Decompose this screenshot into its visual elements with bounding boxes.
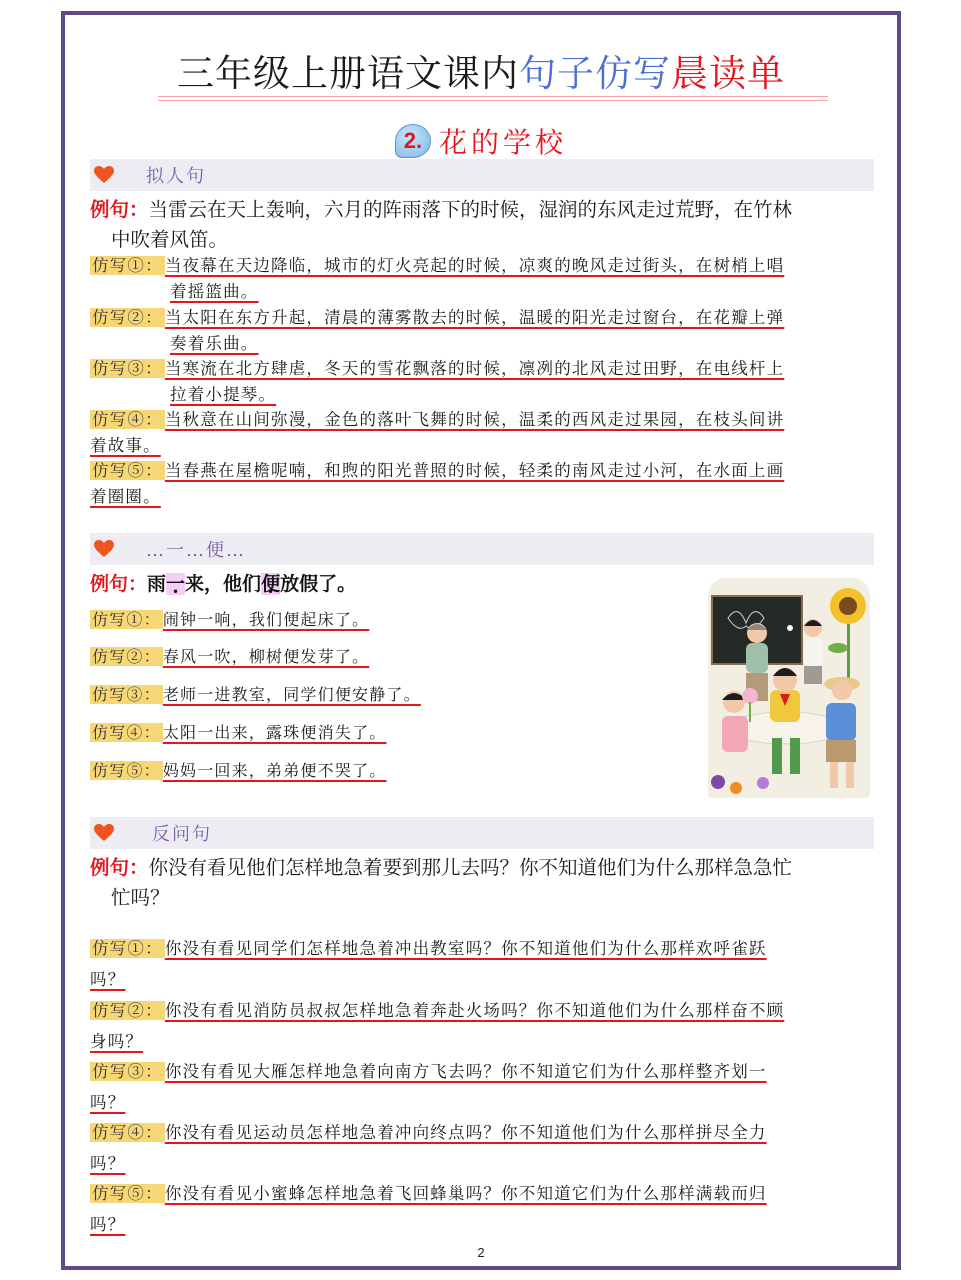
page-title bbox=[65, 43, 897, 97]
section-label: 反问句 bbox=[152, 824, 212, 845]
imitation-item bbox=[90, 682, 421, 708]
item-text-cont: 吗？ bbox=[90, 970, 126, 989]
example-text: 你没有看见他们怎样地急着要到那儿去吗？你不知道他们为什么那样急急忙 bbox=[148, 856, 793, 879]
item-text-cont: 着摇篮曲。 bbox=[170, 282, 259, 301]
item-tag: 仿写④： bbox=[92, 1123, 163, 1142]
lesson-number-badge: 2. bbox=[395, 124, 431, 158]
example-text: 来，他们 bbox=[185, 573, 262, 595]
imitation-item bbox=[90, 933, 865, 995]
item-text-cont: 拉着小提琴。 bbox=[170, 385, 277, 404]
item-text: 当寒流在北方肆虐，冬天的雪花飘落的时候，凛冽的北风走过田野，在电线杆上 bbox=[164, 359, 785, 378]
item-tag: 仿写③： bbox=[92, 359, 163, 378]
title-red: 晨读单 bbox=[671, 52, 785, 95]
section-heading-personification bbox=[90, 159, 874, 191]
item-text-cont: 身吗？ bbox=[90, 1032, 144, 1051]
page-frame bbox=[61, 11, 901, 1270]
imitation-item bbox=[90, 644, 369, 670]
lesson-title: 花的学校 bbox=[438, 126, 567, 159]
item-tag: 仿写①： bbox=[92, 610, 161, 629]
item-text: 当夜幕在天边降临，城市的灯火亮起的时候，凉爽的晚风走过街头，在树梢上唱 bbox=[164, 256, 785, 275]
item-tag: 仿写①： bbox=[92, 939, 163, 958]
item-text-cont: 吗？ bbox=[90, 1215, 126, 1234]
example-sentence bbox=[90, 570, 356, 598]
example-label: 例句： bbox=[90, 198, 149, 221]
imitation-item bbox=[90, 305, 865, 357]
imitation-item bbox=[90, 758, 386, 784]
imitation-item bbox=[90, 995, 865, 1057]
imitation-item bbox=[90, 1117, 865, 1179]
item-tag: 仿写⑤： bbox=[92, 461, 163, 480]
lesson-heading bbox=[65, 121, 897, 161]
example-text: 放假了。 bbox=[280, 573, 357, 595]
item-text: 你没有看见大雁怎样地急着向南方飞去吗？你不知道它们为什么那样整齐划一 bbox=[164, 1062, 767, 1081]
example-sentence bbox=[90, 853, 870, 913]
heart-icon bbox=[94, 824, 114, 842]
section-heading-yi-bian bbox=[90, 533, 874, 565]
item-text: 你没有看见消防员叔叔怎样地急着奔赴火场吗？你不知道他们为什么那样奋不顾 bbox=[164, 1001, 785, 1020]
item-tag: 仿写①： bbox=[92, 256, 163, 275]
section-heading-rhetorical bbox=[90, 817, 874, 849]
imitation-item bbox=[90, 1056, 865, 1118]
item-text: 当秋意在山间弥漫，金色的落叶飞舞的时候，温柔的西风走过果园，在枝头间讲 bbox=[164, 410, 785, 429]
item-text: 春风一吹，柳树便发芽了。 bbox=[162, 647, 370, 666]
item-text: 你没有看见小蜜蜂怎样地急着飞回蜂巢吗？你不知道它们为什么那样满载而归 bbox=[164, 1184, 767, 1203]
classroom-illustration bbox=[708, 578, 870, 798]
item-text-cont: 着圈圈。 bbox=[90, 487, 161, 506]
highlighted-keyword: 一 bbox=[166, 573, 186, 595]
example-text: 当雷云在天上轰响，六月的阵雨落下的时候，湿润的东风走过荒野，在竹林 bbox=[148, 198, 793, 221]
item-text-cont: 吗？ bbox=[90, 1154, 126, 1173]
item-text-cont: 奏着乐曲。 bbox=[170, 334, 259, 353]
imitation-item bbox=[90, 1178, 865, 1240]
page-number: 2 bbox=[477, 1245, 485, 1260]
imitation-item bbox=[90, 720, 386, 746]
item-tag: 仿写⑤： bbox=[92, 761, 161, 780]
item-text: 当太阳在东方升起，清晨的薄雾散去的时候，温暖的阳光走过窗台，在花瓣上弹 bbox=[164, 308, 785, 327]
item-tag: 仿写②： bbox=[92, 647, 161, 666]
example-text-cont: 忙吗？ bbox=[111, 886, 170, 909]
title-divider bbox=[158, 96, 828, 101]
imitation-item bbox=[90, 407, 865, 459]
heart-icon bbox=[94, 540, 114, 558]
item-text: 妈妈一回来，弟弟便不哭了。 bbox=[162, 761, 387, 780]
heart-icon bbox=[94, 166, 114, 184]
item-text-cont: 着故事。 bbox=[90, 436, 161, 455]
item-text: 你没有看见运动员怎样地急着冲向终点吗？你不知道他们为什么那样拼尽全力 bbox=[164, 1123, 767, 1142]
example-text-cont: 中吹着风笛。 bbox=[111, 228, 229, 251]
section-label: …一…便… bbox=[146, 540, 246, 561]
item-text: 当春燕在屋檐呢喃，和煦的阳光普照的时候，轻柔的南风走过小河，在水面上画 bbox=[164, 461, 785, 480]
highlighted-keyword: 便 bbox=[261, 573, 281, 595]
imitation-item bbox=[90, 458, 865, 510]
example-label: 例句： bbox=[90, 856, 149, 879]
item-tag: 仿写②： bbox=[92, 1001, 163, 1020]
item-tag: 仿写④： bbox=[92, 410, 163, 429]
item-text: 老师一进教室，同学们便安静了。 bbox=[162, 685, 421, 704]
item-text: 闹钟一响，我们便起床了。 bbox=[162, 610, 370, 629]
item-tag: 仿写③： bbox=[92, 1062, 163, 1081]
item-tag: 仿写④： bbox=[92, 723, 161, 742]
title-black: 三年级上册语文课内 bbox=[177, 52, 519, 95]
example-sentence bbox=[90, 195, 870, 255]
item-tag: 仿写③： bbox=[92, 685, 161, 704]
item-text-cont: 吗？ bbox=[90, 1093, 126, 1112]
section-label: 拟人句 bbox=[146, 166, 206, 187]
imitation-item bbox=[90, 607, 369, 633]
example-text: 雨 bbox=[147, 573, 167, 595]
imitation-item bbox=[90, 253, 865, 305]
item-tag: 仿写②： bbox=[92, 308, 163, 327]
item-text: 你没有看见同学们怎样地急着冲出教室吗？你不知道他们为什么那样欢呼雀跃 bbox=[164, 939, 767, 958]
title-blue: 句子仿写 bbox=[519, 52, 671, 95]
item-text: 太阳一出来，露珠便消失了。 bbox=[162, 723, 387, 742]
item-tag: 仿写⑤： bbox=[92, 1184, 163, 1203]
imitation-item bbox=[90, 356, 865, 408]
example-label: 例句： bbox=[90, 573, 148, 595]
